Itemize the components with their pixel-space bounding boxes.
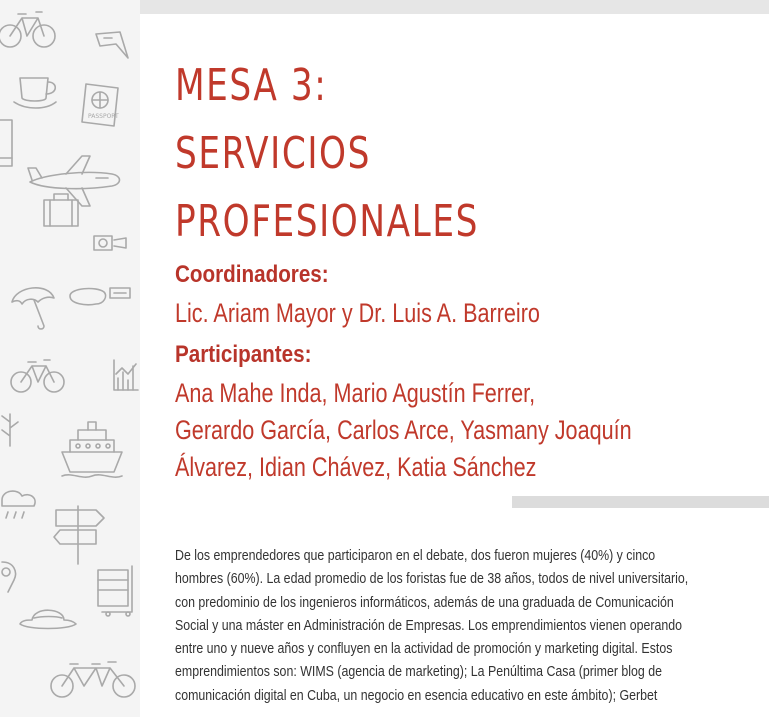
ticket-icon (66, 282, 132, 312)
body-paragraph (175, 545, 694, 708)
travel-doodle-strip (0, 0, 140, 717)
participants-names (175, 375, 632, 486)
top-decorative-bar (140, 0, 769, 14)
tandem-bicycle-icon (50, 650, 138, 702)
title-line: SERVICIOS (175, 128, 371, 179)
bicycle-icon (10, 352, 66, 396)
participants-heading: Participantes: (175, 341, 312, 368)
coffee-cup-icon (12, 70, 66, 110)
body-line: De los emprendedores que participaron en el debate, dos fueron mujeres (40%) y cinco (175, 548, 656, 564)
participants-line: Gerardo García, Carlos Arce, Yasmany Joaquín (175, 415, 632, 445)
map-pin-icon (0, 560, 20, 594)
section-divider (512, 496, 769, 508)
suitcase-icon (40, 190, 82, 230)
sun-hat-icon (18, 600, 78, 634)
passport-icon (78, 80, 126, 130)
participants-line: Álvarez, Idian Chávez, Katia Sánchez (175, 452, 537, 482)
phone-icon (0, 118, 18, 168)
body-line: Social y una máster en Administración de Empresas. Los emprendimientos vienen operando (175, 617, 683, 634)
bar-chart-icon (112, 358, 140, 392)
participants-line: Ana Mahe Inda, Mario Agustín Ferrer, (175, 378, 536, 408)
umbrella-icon (8, 280, 58, 332)
bicycle-icon (0, 6, 60, 51)
title-line: MESA 3: (175, 60, 328, 111)
body-line: comunicación digital en Cuba, un negocio en esencia educativo en este ámbito); Gerbet (175, 687, 658, 704)
cruise-ship-icon (58, 418, 126, 480)
body-line: entre uno y nueve años y confluyen en la actividad de promoción y marketing digital. Estos (175, 641, 673, 658)
coordinators-heading: Coordinadores: (175, 261, 329, 288)
cloud-icon (0, 478, 40, 522)
luggage-trolley-icon (92, 562, 138, 616)
plant-icon (0, 408, 20, 448)
body-line: con predominio de los ingenieros informáticos, además de una graduada de Comunicación (175, 594, 674, 611)
camera-icon (92, 232, 128, 252)
signpost-icon (52, 500, 106, 566)
body-line: emprendimientos son: WIMS (agencia de marketing); La Penúltima Casa (primer blog de (175, 664, 663, 681)
section-title (175, 52, 479, 256)
boomerang-icon (92, 28, 132, 68)
title-line: PROFESIONALES (175, 196, 479, 247)
body-line: hombres (60%). La edad promedio de los foristas fue de 38 años, todos de nivel universitario, (175, 571, 689, 588)
coordinators-names-line: Lic. Ariam Mayor y Dr. Luis A. Barreiro (175, 298, 540, 328)
passport-label: PASSPORT (88, 113, 119, 120)
coordinators-names (175, 295, 540, 332)
